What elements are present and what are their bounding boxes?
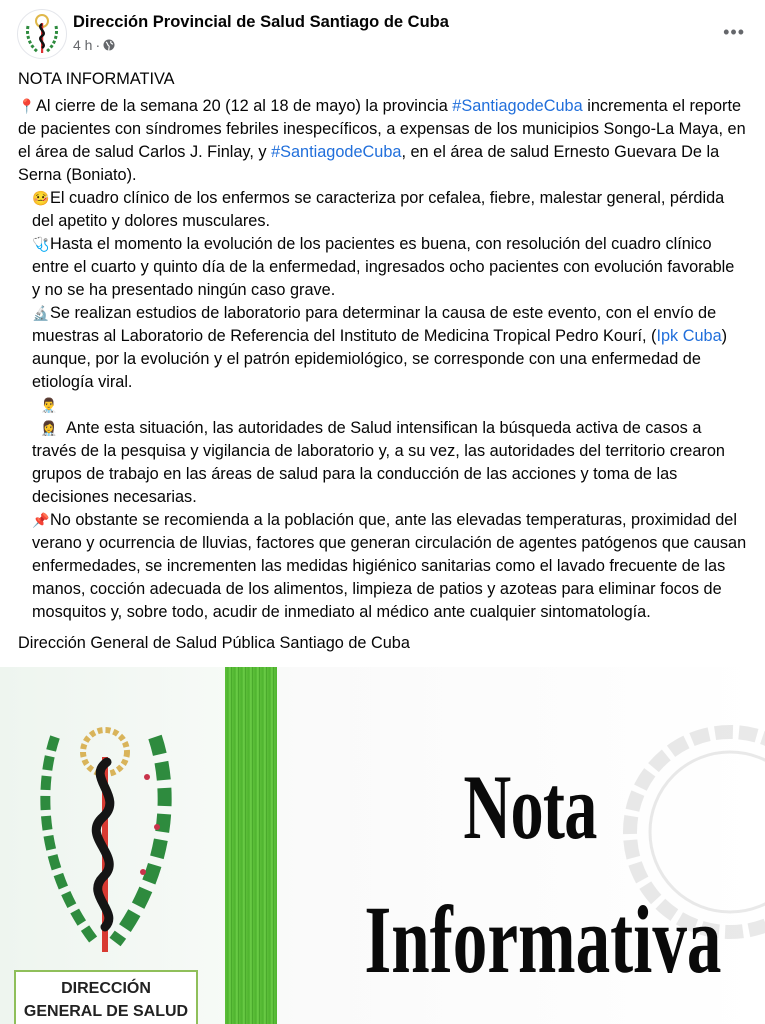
hashtag-link[interactable]: #SantiagodeCuba <box>452 97 583 115</box>
image-heading-line-1: Nota <box>463 756 597 858</box>
ipk-cuba-link[interactable]: Ipk Cuba <box>656 327 722 345</box>
meta-separator: · <box>95 37 101 53</box>
post-signature: Dirección General de Salud Pública Santiago de Cuba <box>18 634 410 652</box>
page-avatar[interactable] <box>17 9 67 59</box>
paragraph-3 <box>18 233 747 302</box>
paragraph-6 <box>18 509 747 624</box>
stethoscope-icon: 🩺 <box>32 236 50 252</box>
green-stripe-decoration <box>225 667 277 1024</box>
paragraph-text: No obstante se recomienda a la población que, ante las elevadas temperaturas, proximidad del verano y ocurrencia de lluvias, factores que generan circulación de agentes patógenos que causan enfermedades, se incrementen las medidas higiénico sanitarias como el lavado frecuente de las manos, cocción adecuada de los alimentos, limpieza de patios y azoteas para eliminar focos de mosquitos y, sobre todo, acudir de inmediato al médico ante cualquier sintomatología. <box>32 511 747 621</box>
pushpin-round-icon: 📍 <box>18 98 36 114</box>
post-header <box>0 0 765 62</box>
label-line-2: GENERAL DE SALUD <box>23 1003 189 1020</box>
paragraph-text: Se realizan estudios de laboratorio para determinar la causa de este evento, con el envío de muestras al Laboratorio de Referencia del Instituto de Medicina Tropical Pedro Kourí, ( <box>32 304 717 345</box>
paragraph-text: El cuadro clínico de los enfermos se caracteriza por cefalea, fiebre, malestar general, pérdida del apetito y dolores musculares. <box>32 189 725 230</box>
health-emblem-icon <box>18 10 66 58</box>
page-name-link[interactable]: Dirección Provincial de Salud Santiago de Cuba <box>73 13 449 31</box>
fever-face-icon: 🤒 <box>32 190 50 206</box>
post-text <box>0 68 765 655</box>
post-title: NOTA INFORMATIVA <box>18 70 175 88</box>
post-timestamp[interactable]: 4 h <box>73 37 93 53</box>
paragraph-text: incrementa el reporte de pacientes con síndromes febriles inespecíficos, a expensas de los municipios Songo-La Maya, en el área de salud Carlos J. Finlay, y <box>18 97 746 161</box>
globe-icon <box>103 39 115 51</box>
paragraph-2 <box>18 187 747 233</box>
post-image[interactable] <box>0 667 765 1024</box>
hashtag-link[interactable]: #SantiagodeCuba <box>271 143 402 161</box>
institution-label-box <box>14 970 198 1024</box>
pushpin-icon: 📌 <box>32 512 50 528</box>
more-options-button[interactable]: ••• <box>723 22 745 42</box>
post-meta <box>73 37 115 53</box>
health-workers-icon: 👨‍⚕️👩‍⚕️ <box>40 397 58 436</box>
image-heading-line-2: Informativa <box>364 886 722 993</box>
paragraph-text: Al cierre de la semana 20 (12 al 18 de mayo) la provincia <box>36 97 453 115</box>
health-emblem-icon <box>25 717 185 957</box>
paragraph-text: ) aunque, por la evolución y el patrón epidemiológico, se corresponde con una enfermedad de etiología viral. <box>32 327 728 391</box>
microscope-icon: 🔬 <box>32 305 50 321</box>
paragraph-text: Ante esta situación, las autoridades de Salud intensifican la búsqueda activa de casos a través de la pesquisa y vigilancia de laboratorio y, a su vez, las autoridades del territorio crearon grupos de trabajo en las áreas de salud para la conducción de las acciones y toma de las decisiones necesarias. <box>32 419 725 506</box>
label-line-1: DIRECCIÓN <box>61 980 151 997</box>
paragraph-text: Hasta el momento la evolución de los pacientes es buena, con resolución del cuadro clínico entre el cuarto y quinto día de la enfermedad, ingresados ocho pacientes con evolución favorable y no se ha presentado ningún caso grave. <box>32 235 735 299</box>
paragraph-5 <box>18 394 747 509</box>
image-heading <box>300 757 760 995</box>
paragraph-text: , en el área de salud Ernesto Guevara De la Serna (Boniato). <box>18 143 720 184</box>
paragraph-1 <box>18 95 747 187</box>
paragraph-4 <box>18 302 747 394</box>
